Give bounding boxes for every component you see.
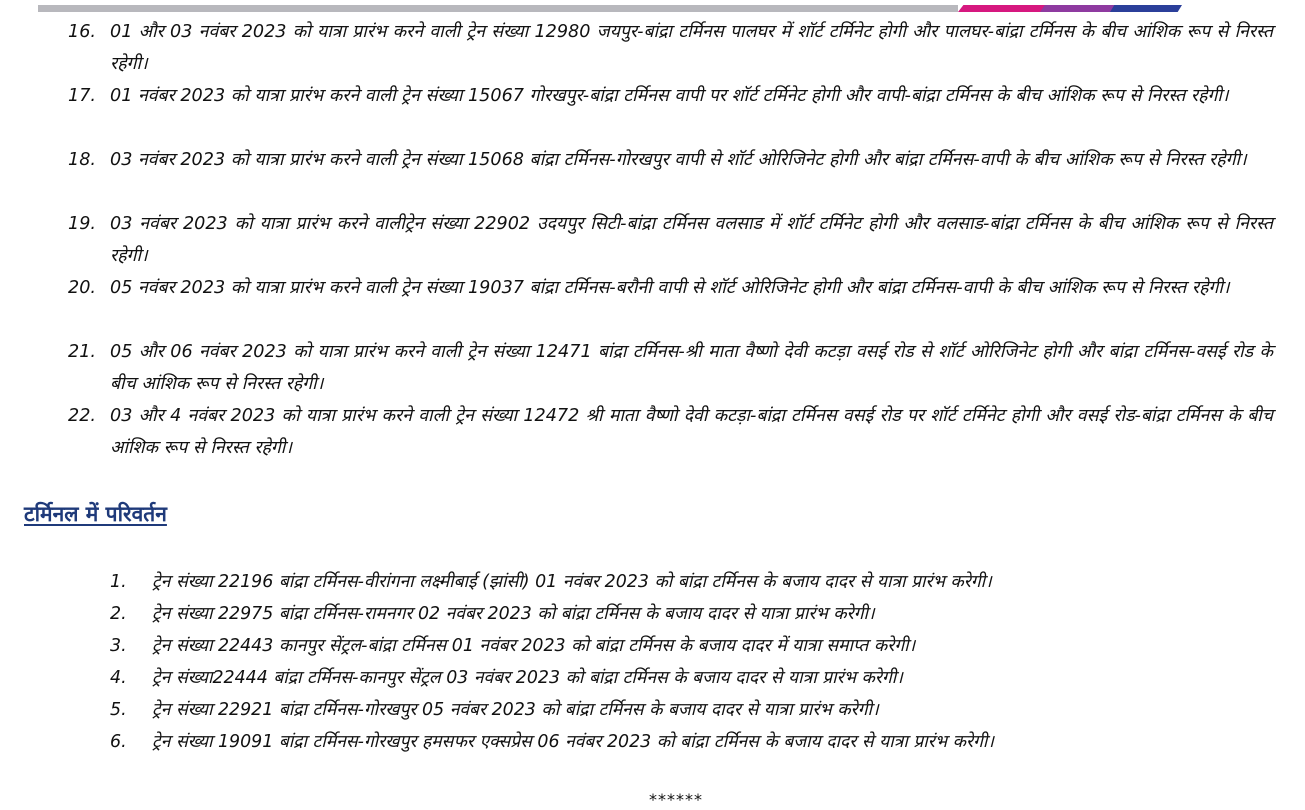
header-color-stripe [38, 5, 1217, 12]
list-item-number: 19. [68, 214, 96, 234]
list-item [68, 336, 1273, 400]
list-item [68, 400, 1273, 464]
list-item-text: 03 नवंबर 2023 को यात्रा प्रारंभ करने वालीट्रेन संख्या 22902 उदयपुर सिटी-बांद्रा टर्मिनस वलसाड में शॉर्ट टर्मिनेट होगी और वलसाड-बांद्रा टर्मिनस के बीच आंशिक रूप से निरस्त रहेगी। [110, 214, 1273, 266]
stripe-blue-segment [1110, 5, 1182, 12]
list-item-number: 5. [110, 700, 127, 720]
list-item [110, 694, 1260, 726]
list-item-number: 4. [110, 668, 127, 688]
list-item-number: 3. [110, 636, 127, 656]
list-item [68, 80, 1273, 112]
list-item [68, 16, 1273, 80]
list-item-text: 03 नवंबर 2023 को यात्रा प्रारंभ करने वाली ट्रेन संख्या 15068 बांद्रा टर्मिनस-गोरखपुर वापी से शॉर्ट ओरिजिनेट होगी और बांद्रा टर्मिनस-वापी के बीच आंशिक रूप से निरस्त रहेगी। [110, 150, 1247, 170]
list-item-text: 05 और 06 नवंबर 2023 को यात्रा प्रारंभ करने वाली ट्रेन संख्या 12471 बांद्रा टर्मिनस-श्री माता वैष्णो देवी कटड़ा वसई रोड से शॉर्ट ओरिजिनेट होगी और बांद्रा टर्मिनस-वसई रोड के बीच आंशिक रूप से निरस्त रहेगी। [110, 342, 1273, 394]
list-item [68, 144, 1273, 176]
list-item-text: ट्रेन संख्या22444 बांद्रा टर्मिनस-कानपुर सेंट्रल 03 नवंबर 2023 को बांद्रा टर्मिनस के बजाय दादर से यात्रा प्रारंभ करेगी। [152, 668, 903, 688]
section-heading-terminal-change: टर्मिनल में परिवर्तन [24, 502, 167, 526]
list-item-number: 21. [68, 342, 96, 362]
list-item-number: 16. [68, 22, 96, 42]
stripe-pink-segment [958, 5, 1048, 12]
list-item-text: ट्रेन संख्या 19091 बांद्रा टर्मिनस-गोरखपुर हमसफर एक्सप्रेस 06 नवंबर 2023 को बांद्रा टर्मिनस के बजाय दादर से यात्रा प्रारंभ करेगी। [152, 732, 995, 752]
list-item-number: 17. [68, 86, 96, 106]
list-item-number: 1. [110, 572, 127, 592]
list-item-text: ट्रेन संख्या 22975 बांद्रा टर्मिनस-रामनगर 02 नवंबर 2023 को बांद्रा टर्मिनस के बजाय दादर से यात्रा प्रारंभ करेगी। [152, 604, 875, 624]
list-item [68, 272, 1273, 304]
list-item [110, 598, 1260, 630]
list-item-text: ट्रेन संख्या 22921 बांद्रा टर्मिनस-गोरखपुर 05 नवंबर 2023 को बांद्रा टर्मिनस के बजाय दादर से यात्रा प्रारंभ करेगी। [152, 700, 879, 720]
list-item-text: ट्रेन संख्या 22443 कानपुर सेंट्रल-बांद्रा टर्मिनस 01 नवंबर 2023 को बांद्रा टर्मिनस के बजाय दादर में यात्रा समाप्त करेगी। [152, 636, 916, 656]
list-item-number: 22. [68, 406, 96, 426]
list-item-text: 01 और 03 नवंबर 2023 को यात्रा प्रारंभ करने वाली ट्रेन संख्या 12980 जयपुर-बांद्रा टर्मिनस पालघर में शॉर्ट टर्मिनेट होगी और पालघर-बांद्रा टर्मिनस के बीच आंशिक रूप से निरस्त रहेगी। [110, 22, 1273, 74]
list-item-text: ट्रेन संख्या 22196 बांद्रा टर्मिनस-वीरांगना लक्ष्मीबाई (झांसी) 01 नवंबर 2023 को बांद्रा टर्मिनस के बजाय दादर से यात्रा प्रारंभ करेगी। [152, 572, 992, 592]
list-item-number: 20. [68, 278, 96, 298]
stripe-gray-segment [38, 5, 958, 12]
list-item [110, 566, 1260, 598]
stripe-purple-segment [1040, 5, 1120, 12]
list-item [110, 726, 1260, 758]
list-item-number: 2. [110, 604, 127, 624]
list-item [68, 208, 1273, 272]
list-item-text: 03 और 4 नवंबर 2023 को यात्रा प्रारंभ करने वाली ट्रेन संख्या 12472 श्री माता वैष्णो देवी कटड़ा-बांद्रा टर्मिनस वसई रोड पर शॉर्ट टर्मिनेट होगी और वसई रोड-बांद्रा टर्मिनस के बीच आंशिक रूप से निरस्त रहेगी। [110, 406, 1273, 458]
list-item-number: 6. [110, 732, 127, 752]
list-item-number: 18. [68, 150, 96, 170]
end-of-document-mark: ****** [649, 790, 703, 809]
list-item-text: 05 नवंबर 2023 को यात्रा प्रारंभ करने वाली ट्रेन संख्या 19037 बांद्रा टर्मिनस-बरौनी वापी से शॉर्ट ओरिजिनेट होगी और बांद्रा टर्मिनस-वापी के बीच आंशिक रूप से निरस्त रहेगी। [110, 278, 1230, 298]
list-item [110, 630, 1260, 662]
list-item-text: 01 नवंबर 2023 को यात्रा प्रारंभ करने वाली ट्रेन संख्या 15067 गोरखपुर-बांद्रा टर्मिनस वापी पर शॉर्ट टर्मिनेट होगी और वापी-बांद्रा टर्मिनस के बीच आंशिक रूप से निरस्त रहेगी। [110, 86, 1229, 106]
list-item [110, 662, 1260, 694]
